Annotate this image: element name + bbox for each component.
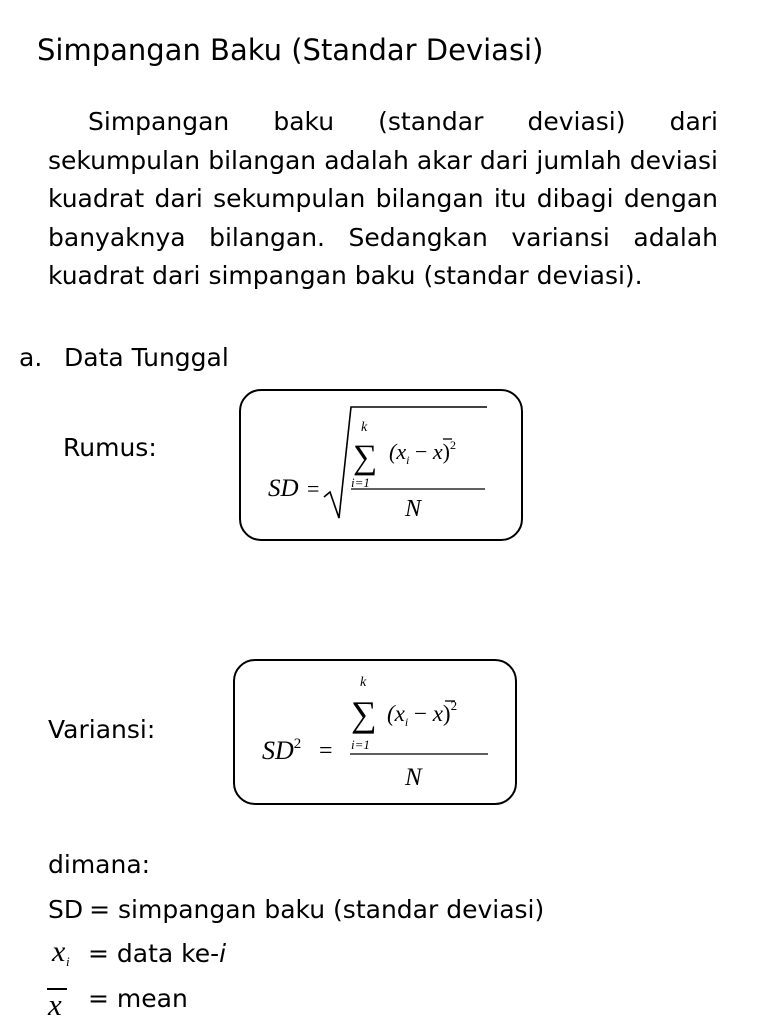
mean-symbol: x (48, 987, 62, 1022)
xi-subscript: i (66, 954, 70, 969)
definition-sd (48, 893, 544, 927)
sd-equals: = (307, 476, 320, 501)
section-marker: a. (19, 343, 43, 372)
sd-sum-lower: i=1 (351, 475, 370, 490)
xi-symbol: x (52, 935, 66, 968)
sd-description: = simpangan baku (standar deviasi) (89, 895, 545, 924)
sd-lhs: SD (268, 475, 299, 502)
var-sum-upper: k (360, 675, 367, 690)
var-term: $(x_i - x)^2$ (387, 698, 458, 729)
definition-xi (48, 937, 226, 971)
definitions-intro: dimana: (48, 850, 151, 879)
sd-formula (241, 391, 525, 543)
var-equals: = (319, 738, 333, 764)
var-denominator: N (405, 764, 422, 791)
variance-formula (235, 661, 519, 807)
sd-denominator: N (405, 496, 422, 522)
sd-sum-upper: k (361, 420, 368, 435)
sd-sum-symbol: ∑ (353, 439, 378, 476)
mean-description: = mean (88, 984, 188, 1013)
sd-formula-box (239, 389, 523, 541)
page-title: Simpangan Baku (Standar Deviasi) (37, 33, 544, 67)
variance-formula-box (233, 659, 517, 805)
section-heading (19, 339, 229, 377)
var-sum-lower: i=1 (351, 737, 370, 752)
sd-symbol: SD (48, 895, 84, 924)
var-lhs: $SD^2$ (262, 736, 302, 765)
var-sum-symbol: ∑ (351, 694, 377, 734)
rumus-label: Rumus: (63, 433, 157, 462)
variansi-label: Variansi: (48, 715, 156, 744)
section-heading-text: Data Tunggal (64, 343, 229, 372)
definition-paragraph: Simpangan baku (standar deviasi) dari sekumpulan bilangan adalah akar dari jumlah deviasi kuadrat dari sekumpulan bilangan itu dibagi dengan banyaknya bilangan. Sedangkan variansi adalah kuadrat dari simpangan baku (standar deviasi). (48, 107, 718, 290)
definition-mean (48, 982, 188, 1022)
sd-term: $(x_i - x)^2$ (389, 438, 456, 467)
xi-description: = data ke-i (88, 939, 227, 968)
